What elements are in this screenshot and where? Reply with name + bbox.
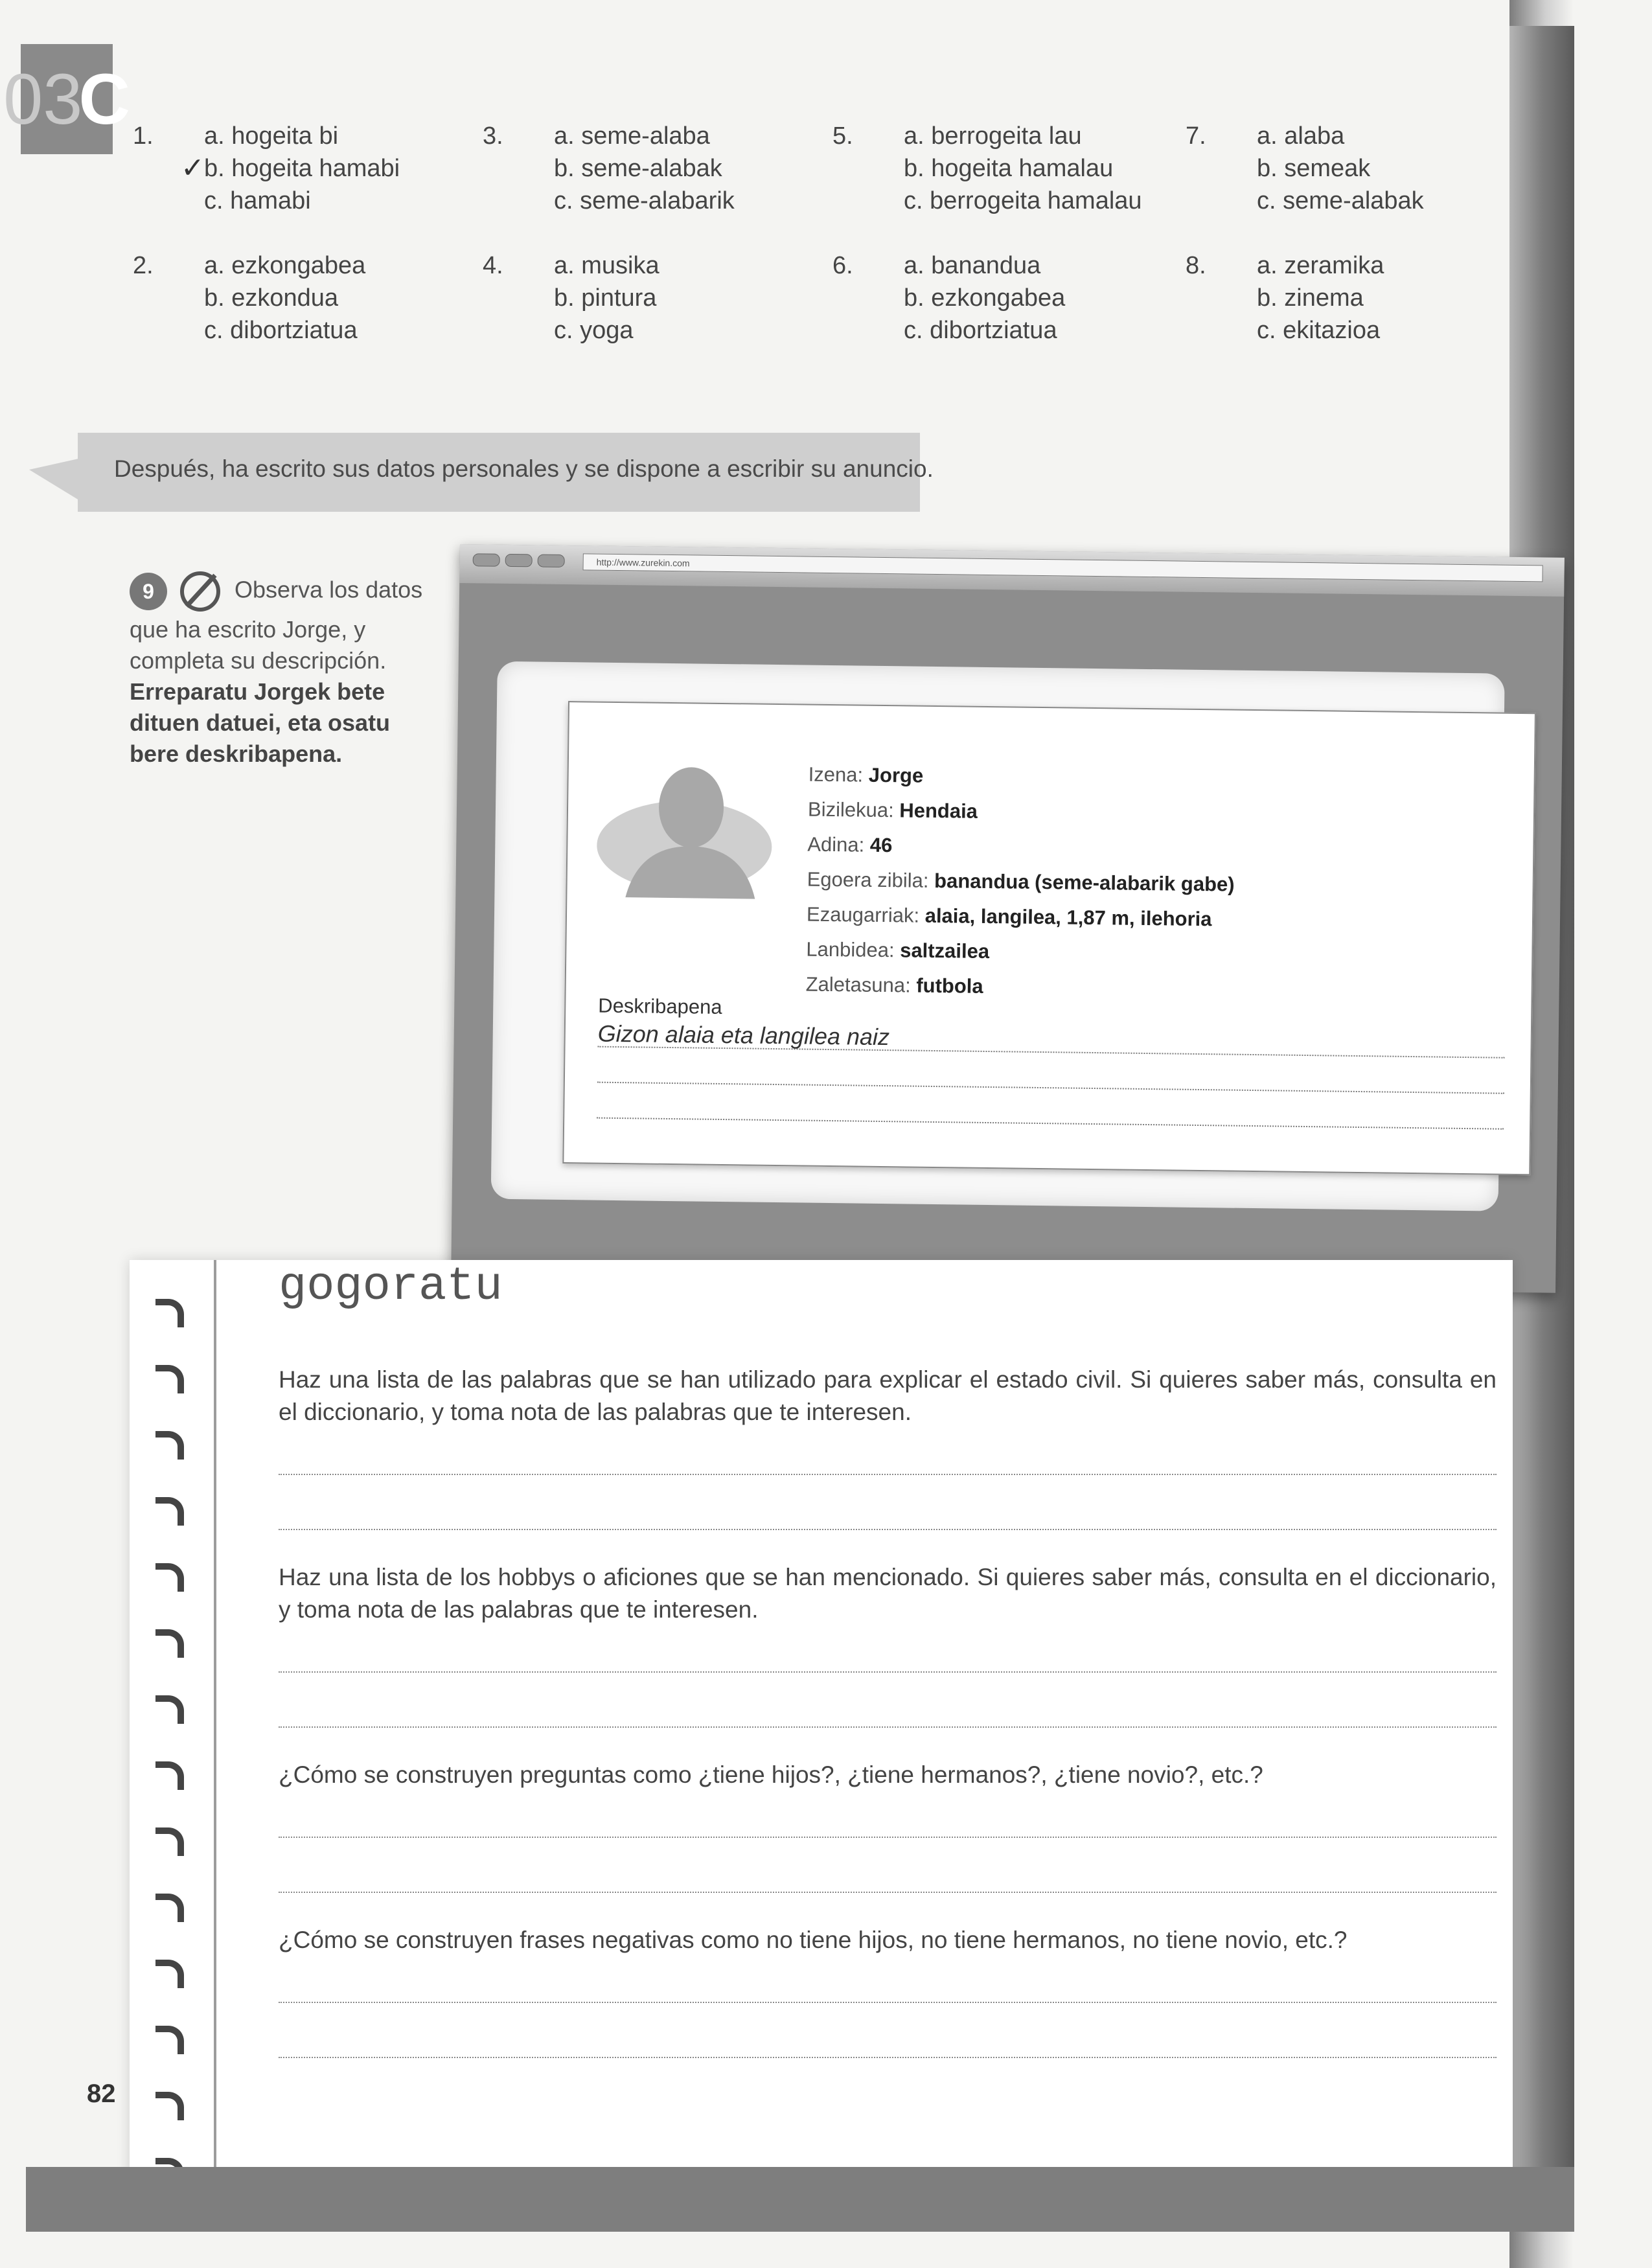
option[interactable]: a. seme-alaba bbox=[554, 122, 710, 150]
question-number: 7. bbox=[1186, 122, 1206, 150]
field-zaletasuna: Zaletasuna: futbola bbox=[805, 972, 983, 998]
question-number: 8. bbox=[1186, 252, 1206, 279]
field-ezaugarriak: Ezaugarriak: alaia, langilea, 1,87 m, ilehoria bbox=[806, 902, 1212, 931]
option[interactable]: a. alaba bbox=[1257, 122, 1345, 150]
option[interactable]: a. hogeita bi bbox=[204, 122, 339, 150]
exercise-9-instructions bbox=[130, 569, 434, 770]
gogoratu-notebook bbox=[130, 1260, 1513, 2180]
description-line-2[interactable] bbox=[597, 1056, 1504, 1094]
spiral-ring-icon bbox=[155, 1563, 184, 1592]
prompt-hobbies: Haz una lista de los hobbys o aficiones que se han mencionado. Si quieres saber más, consulta en el diccionario, y toma nota de las palabras que te interesen. bbox=[279, 1564, 1497, 1623]
answer-line[interactable] bbox=[279, 1837, 1497, 1838]
instruction-spanish: Observa los datos que ha escrito Jorge, y completa su descripción. bbox=[130, 576, 423, 674]
unit-letter: C bbox=[78, 59, 130, 139]
profile-fields bbox=[805, 757, 1235, 1007]
description-handwriting: Gizon alaia eta langilea naiz bbox=[597, 1020, 890, 1051]
profile-card bbox=[562, 701, 1536, 1175]
option[interactable]: a. musika bbox=[554, 252, 660, 279]
question-number: 4. bbox=[483, 252, 503, 279]
option[interactable]: c. dibortziatua bbox=[204, 317, 358, 344]
write-icon bbox=[178, 569, 223, 614]
question-number: 5. bbox=[832, 122, 853, 150]
spiral-ring-icon bbox=[155, 1827, 184, 1856]
notebook-margin-line bbox=[214, 1260, 216, 2180]
spiral-ring-icon bbox=[155, 2026, 184, 2054]
spiral-ring-icon bbox=[155, 1497, 184, 1526]
prompt-negatives: ¿Cómo se construyen frases negativas como no tiene hijos, no tiene hermanos, no tiene novio, etc.? bbox=[279, 1927, 1348, 1953]
browser-toolbar bbox=[459, 544, 1565, 597]
option[interactable]: b. semeak bbox=[1257, 155, 1371, 182]
check-mark-icon: ✓ bbox=[181, 152, 205, 184]
option[interactable]: a. berrogeita lau bbox=[904, 122, 1082, 150]
question-number: 6. bbox=[832, 252, 853, 279]
question-number: 1. bbox=[133, 122, 154, 150]
option[interactable]: c. yoga bbox=[554, 317, 634, 344]
option[interactable]: c. seme-alabarik bbox=[554, 187, 735, 214]
spiral-binding bbox=[155, 1299, 194, 2224]
footer-bar bbox=[26, 2167, 1574, 2232]
answer-line[interactable] bbox=[279, 1892, 1497, 1893]
option[interactable]: b. hogeita hamalau bbox=[904, 155, 1114, 182]
instruction-basque: Erreparatu Jorgek bete dituen datuei, eta osatu bere deskribapena. bbox=[130, 678, 391, 767]
spiral-ring-icon bbox=[155, 1761, 184, 1790]
option[interactable]: c. berrogeita hamalau bbox=[904, 187, 1142, 214]
option[interactable]: b. zinema bbox=[1257, 284, 1364, 312]
field-adina: Adina: 46 bbox=[807, 832, 893, 857]
prompt-questions: ¿Cómo se construyen preguntas como ¿tiene hijos?, ¿tiene hermanos?, ¿tiene novio?, etc.? bbox=[279, 1761, 1263, 1788]
browser-window bbox=[451, 544, 1565, 1293]
option[interactable]: b. pintura bbox=[554, 284, 657, 312]
spiral-ring-icon bbox=[155, 1431, 184, 1460]
option[interactable]: b. ezkongabea bbox=[904, 284, 1066, 312]
answer-line[interactable] bbox=[279, 1726, 1497, 1728]
option[interactable]: a. banandua bbox=[904, 252, 1041, 279]
answer-line[interactable] bbox=[279, 1671, 1497, 1673]
spiral-ring-icon bbox=[155, 1629, 184, 1658]
speech-text: Después, ha escrito sus datos personales y se dispone a escribir su anuncio. bbox=[114, 455, 934, 482]
option[interactable]: c. seme-alabak bbox=[1257, 187, 1424, 214]
option[interactable]: b. ezkondua bbox=[204, 284, 339, 312]
nav-reload-button[interactable] bbox=[538, 554, 565, 567]
browser-page bbox=[491, 661, 1505, 1211]
field-lanbidea: Lanbidea: saltzailea bbox=[806, 937, 990, 963]
spiral-ring-icon bbox=[155, 1299, 184, 1327]
address-bar[interactable]: http://www.zurekin.com bbox=[583, 553, 1543, 582]
description-line-1[interactable] bbox=[598, 1020, 1505, 1059]
option[interactable]: a. ezkongabea bbox=[204, 252, 366, 279]
spiral-ring-icon bbox=[155, 1894, 184, 1922]
prompt-civil-status: Haz una lista de las palabras que se han utilizado para explicar el estado civil. Si quieres saber más, consulta en el diccionario, y toma nota de las palabras que te interesen. bbox=[279, 1366, 1497, 1425]
field-izena: Izena: Jorge bbox=[808, 762, 924, 787]
option-checked[interactable]: ✓ b. hogeita hamabi bbox=[181, 152, 400, 184]
option[interactable]: c. dibortziatua bbox=[904, 317, 1057, 344]
unit-number: 03 bbox=[3, 59, 83, 139]
answer-line[interactable] bbox=[279, 1474, 1497, 1475]
option[interactable]: b. seme-alabak bbox=[554, 155, 722, 182]
notebook-title: gogoratu bbox=[279, 1260, 503, 1313]
nav-back-button[interactable] bbox=[473, 553, 500, 567]
field-egoera-zibila: Egoera zibila: banandua (seme-alabarik gabe) bbox=[807, 867, 1235, 896]
option[interactable]: c. ekitazioa bbox=[1257, 317, 1381, 344]
description-heading: Deskribapena bbox=[598, 994, 722, 1018]
page-number: 82 bbox=[87, 2079, 116, 2108]
option[interactable]: c. hamabi bbox=[204, 187, 311, 214]
question-number: 3. bbox=[483, 122, 503, 150]
spiral-ring-icon bbox=[155, 2092, 184, 2120]
unit-tab-badge bbox=[3, 44, 130, 154]
answer-line[interactable] bbox=[279, 2057, 1497, 2058]
description-line-3[interactable] bbox=[597, 1092, 1504, 1130]
spiral-ring-icon bbox=[155, 1960, 184, 1988]
field-bizilekua: Bizilekua: Hendaia bbox=[807, 797, 978, 823]
answer-line[interactable] bbox=[279, 1529, 1497, 1530]
nav-forward-button[interactable] bbox=[505, 554, 533, 567]
spiral-ring-icon bbox=[155, 1365, 184, 1393]
answer-line[interactable] bbox=[279, 2002, 1497, 2003]
option[interactable]: a. zeramika bbox=[1257, 252, 1384, 279]
avatar-silhouette-icon bbox=[593, 748, 776, 906]
question-number: 2. bbox=[133, 252, 154, 279]
spiral-ring-icon bbox=[155, 1695, 184, 1724]
exercise-number-badge: 9 bbox=[130, 573, 167, 610]
